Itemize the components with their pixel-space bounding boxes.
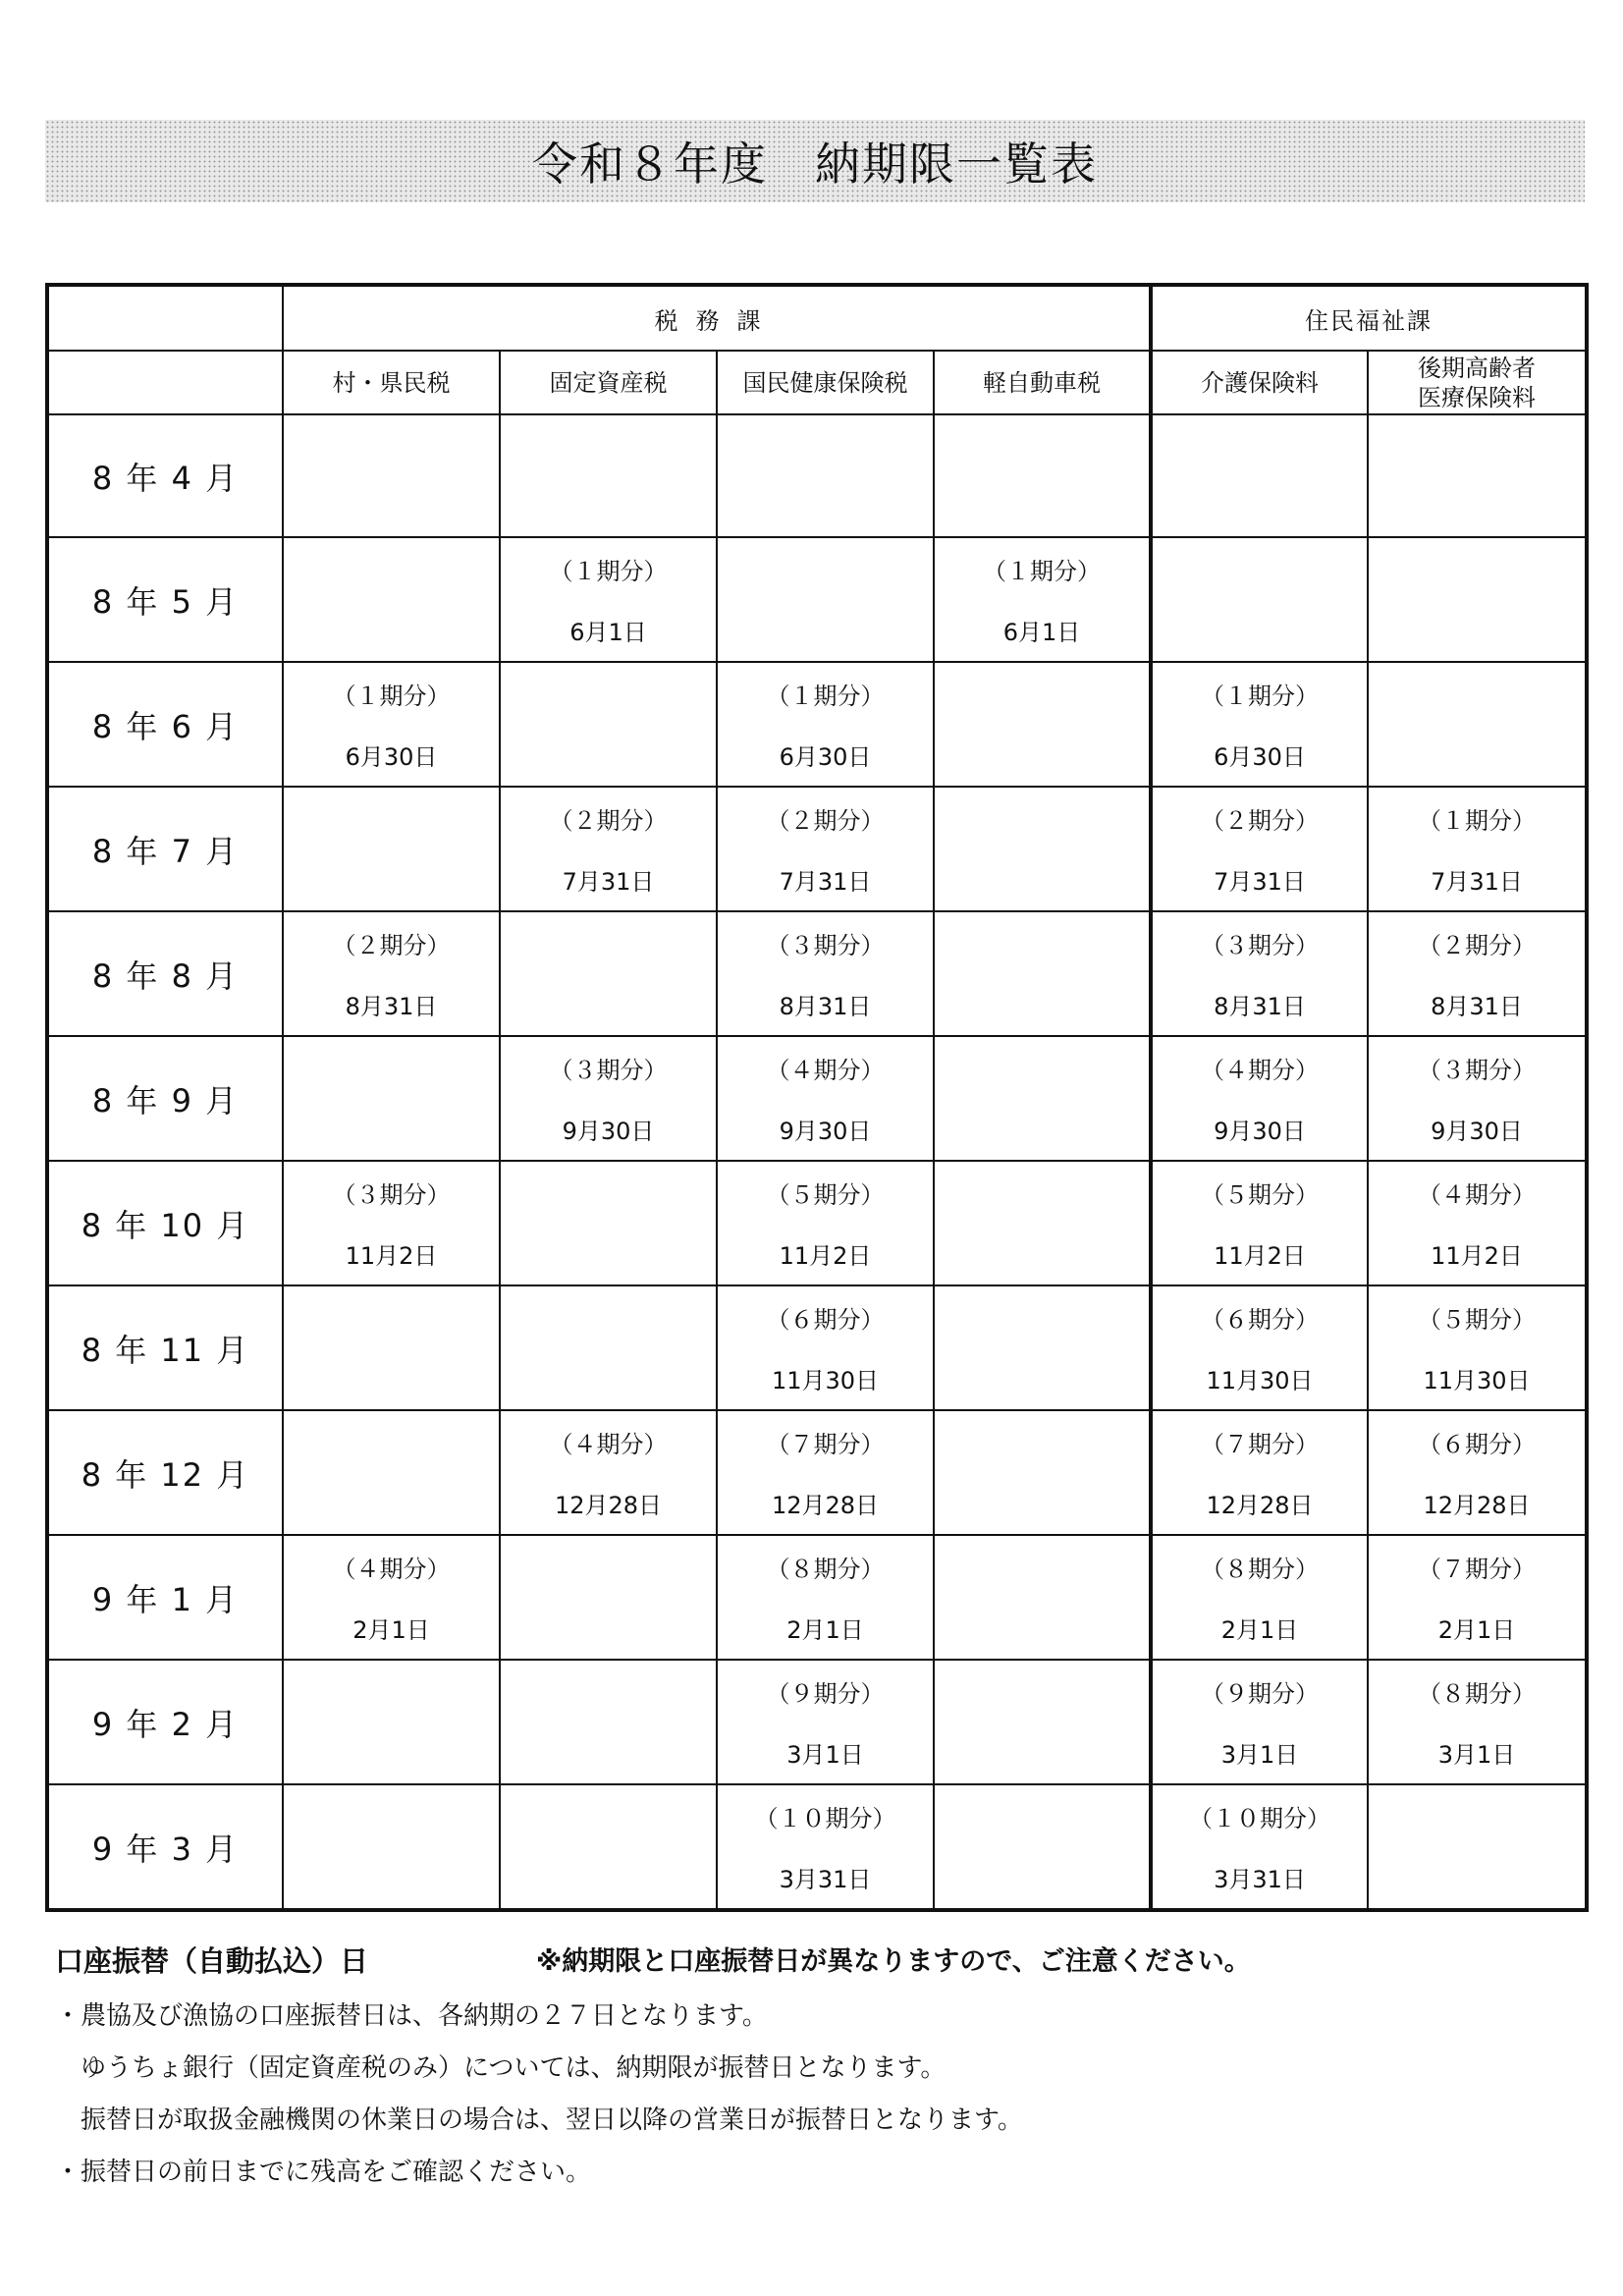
cell-light-vehicle-tax (934, 1161, 1151, 1285)
cell-light-vehicle-tax (934, 911, 1151, 1036)
period-label: （８期分） (766, 1555, 885, 1583)
table-row (47, 1784, 1587, 1910)
period-label: （９期分） (766, 1679, 885, 1708)
cell-light-vehicle-tax (934, 414, 1151, 537)
cell-resident-tax (283, 911, 500, 1036)
cell-health-insurance-tax (717, 1036, 934, 1161)
cell-light-vehicle-tax (934, 1036, 1151, 1161)
period-label: （８期分） (1418, 1679, 1536, 1708)
cell-resident-tax (283, 1161, 500, 1285)
cell-health-insurance-tax (717, 1410, 934, 1535)
period-label: （６期分） (766, 1305, 885, 1334)
cell-health-insurance-tax (717, 1535, 934, 1660)
table-row (47, 1535, 1587, 1660)
due-date: 3月31日 (1214, 1866, 1306, 1894)
cell-elderly-medical-insurance (1368, 1036, 1587, 1161)
table-row (47, 1161, 1587, 1285)
month-cell: 8 年 4 月 (47, 414, 283, 537)
table-row (47, 1410, 1587, 1535)
period-label: （７期分） (1201, 1430, 1319, 1458)
schedule-body (47, 414, 1587, 1910)
table-row (47, 1036, 1587, 1161)
due-date: 9月30日 (1214, 1118, 1306, 1146)
month-cell: 8 年 5 月 (47, 537, 283, 662)
table-row (47, 1285, 1587, 1410)
cell-light-vehicle-tax (934, 1535, 1151, 1660)
note-line-4: ・振替日の前日までに残高をご確認ください。 (55, 2158, 592, 2187)
cell-care-insurance (1151, 1036, 1368, 1161)
period-label: （１期分） (1201, 682, 1319, 710)
month-cell: 8 年 12 月 (47, 1410, 283, 1535)
due-date: 11月2日 (779, 1242, 872, 1271)
col-header-property-tax: 固定資産税 (500, 351, 717, 414)
month-cell: 8 年 11 月 (47, 1285, 283, 1410)
period-label: （３期分） (1418, 1056, 1536, 1084)
cell-property-tax (500, 1535, 717, 1660)
period-label: （４期分） (766, 1056, 885, 1084)
schedule-table (45, 283, 1589, 1912)
cell-light-vehicle-tax (934, 537, 1151, 662)
cell-elderly-medical-insurance (1368, 1660, 1587, 1784)
period-label: （２期分） (1418, 931, 1536, 959)
cell-care-insurance (1151, 1784, 1368, 1910)
period-label: （４期分） (332, 1555, 451, 1583)
period-label: （９期分） (1201, 1679, 1319, 1708)
notes-heading: 口座振替（自動払込）日 (55, 1944, 369, 1978)
dept-header-welfare: 住民福祉課 (1151, 285, 1587, 351)
period-label: （１０期分） (754, 1804, 896, 1832)
cell-elderly-medical-insurance (1368, 1410, 1587, 1535)
period-label: （３期分） (766, 931, 885, 959)
cell-care-insurance (1151, 662, 1368, 787)
period-label: （４期分） (1418, 1180, 1536, 1209)
cell-elderly-medical-insurance (1368, 662, 1587, 787)
cell-resident-tax (283, 1784, 500, 1910)
cell-health-insurance-tax (717, 414, 934, 537)
page-title: 令和８年度 納期限一覧表 (532, 137, 1098, 191)
cell-health-insurance-tax (717, 1285, 934, 1410)
due-date: 11月30日 (1423, 1367, 1531, 1395)
table-row (47, 1660, 1587, 1784)
cell-resident-tax (283, 1285, 500, 1410)
cell-light-vehicle-tax (934, 1285, 1151, 1410)
due-date: 8月31日 (1214, 993, 1306, 1021)
cell-resident-tax (283, 1036, 500, 1161)
period-label: （２期分） (549, 806, 668, 835)
cell-resident-tax (283, 1660, 500, 1784)
cell-resident-tax (283, 414, 500, 537)
period-label: （１期分） (1418, 806, 1536, 835)
due-date: 11月2日 (345, 1242, 438, 1271)
cell-property-tax (500, 1410, 717, 1535)
due-date: 11月30日 (1206, 1367, 1314, 1395)
due-date: 9月30日 (779, 1118, 872, 1146)
cell-resident-tax (283, 1535, 500, 1660)
cell-care-insurance (1151, 414, 1368, 537)
table-row (47, 662, 1587, 787)
cell-care-insurance (1151, 1660, 1368, 1784)
col-header-elderly-medical-insurance: 後期高齢者 医療保険料 (1368, 351, 1587, 414)
cell-health-insurance-tax (717, 1660, 934, 1784)
month-cell: 9 年 2 月 (47, 1660, 283, 1784)
due-date: 6月30日 (779, 743, 872, 772)
due-date: 7月31日 (779, 868, 872, 897)
cell-resident-tax (283, 537, 500, 662)
notes-section (55, 1940, 1577, 2188)
header-row-departments (47, 285, 1587, 351)
cell-care-insurance (1151, 1535, 1368, 1660)
table-row (47, 414, 1587, 537)
due-date: 11月2日 (1214, 1242, 1306, 1271)
due-date: 7月31日 (1214, 868, 1306, 897)
cell-property-tax (500, 1161, 717, 1285)
table-row (47, 787, 1587, 911)
cell-health-insurance-tax (717, 911, 934, 1036)
cell-property-tax (500, 1660, 717, 1784)
period-label: （８期分） (1201, 1555, 1319, 1583)
period-label: （３期分） (332, 1180, 451, 1209)
cell-health-insurance-tax (717, 662, 934, 787)
cell-elderly-medical-insurance (1368, 1285, 1587, 1410)
cell-light-vehicle-tax (934, 1410, 1151, 1535)
due-date: 9月30日 (1431, 1118, 1523, 1146)
due-date: 2月1日 (1220, 1616, 1299, 1645)
month-cell: 8 年 7 月 (47, 787, 283, 911)
period-label: （５期分） (1201, 1180, 1319, 1209)
cell-property-tax (500, 787, 717, 911)
due-date: 8月31日 (779, 993, 872, 1021)
due-date: 11月30日 (771, 1367, 880, 1395)
period-label: （２期分） (766, 806, 885, 835)
cell-health-insurance-tax (717, 1161, 934, 1285)
due-date: 3月1日 (1437, 1741, 1516, 1770)
period-label: （６期分） (1418, 1430, 1536, 1458)
period-label: （１０期分） (1189, 1804, 1330, 1832)
period-label: （１期分） (332, 682, 451, 710)
due-date: 6月30日 (1214, 743, 1306, 772)
cell-property-tax (500, 414, 717, 537)
due-date: 8月31日 (345, 993, 438, 1021)
due-date: 6月1日 (569, 619, 647, 647)
period-label: （７期分） (1418, 1555, 1536, 1583)
cell-elderly-medical-insurance (1368, 1535, 1587, 1660)
cell-light-vehicle-tax (934, 1660, 1151, 1784)
due-date: 3月31日 (779, 1866, 872, 1894)
cell-health-insurance-tax (717, 1784, 934, 1910)
due-date: 6月30日 (345, 743, 438, 772)
due-date: 6月1日 (1002, 619, 1081, 647)
due-date: 11月2日 (1431, 1242, 1523, 1271)
period-label: （４期分） (549, 1430, 668, 1458)
period-label: （４期分） (1201, 1056, 1319, 1084)
period-label: （７期分） (766, 1430, 885, 1458)
cell-light-vehicle-tax (934, 787, 1151, 911)
due-date: 3月1日 (786, 1741, 864, 1770)
header-corner-2 (47, 351, 283, 414)
due-date: 12月28日 (1423, 1492, 1531, 1520)
month-cell: 8 年 10 月 (47, 1161, 283, 1285)
col-header-care-insurance: 介護保険料 (1151, 351, 1368, 414)
cell-resident-tax (283, 787, 500, 911)
cell-property-tax (500, 1036, 717, 1161)
header-corner (47, 285, 283, 351)
due-date: 8月31日 (1431, 993, 1523, 1021)
col-header-light-vehicle-tax: 軽自動車税 (934, 351, 1151, 414)
period-label: （１期分） (549, 557, 668, 585)
period-label: （２期分） (332, 931, 451, 959)
period-label: （３期分） (549, 1056, 668, 1084)
header-row-columns (47, 351, 1587, 414)
period-label: （３期分） (1201, 931, 1319, 959)
due-date: 9月30日 (562, 1118, 655, 1146)
notes-warning: ※納期限と口座振替日が異なりますので、ご注意ください。 (536, 1946, 1251, 1977)
cell-light-vehicle-tax (934, 662, 1151, 787)
month-cell: 8 年 9 月 (47, 1036, 283, 1161)
cell-property-tax (500, 662, 717, 787)
cell-resident-tax (283, 662, 500, 787)
cell-property-tax (500, 537, 717, 662)
cell-light-vehicle-tax (934, 1784, 1151, 1910)
month-cell: 9 年 1 月 (47, 1535, 283, 1660)
cell-property-tax (500, 911, 717, 1036)
period-label: （１期分） (766, 682, 885, 710)
cell-elderly-medical-insurance (1368, 787, 1587, 911)
cell-elderly-medical-insurance (1368, 414, 1587, 537)
note-line-2: ゆうちょ銀行（固定資産税のみ）については、納期限が振替日となります。 (81, 2053, 947, 2083)
cell-elderly-medical-insurance (1368, 1784, 1587, 1910)
table-row (47, 537, 1587, 662)
due-date: 2月1日 (352, 1616, 430, 1645)
col-header-health-insurance-tax: 国民健康保険税 (717, 351, 934, 414)
cell-elderly-medical-insurance (1368, 1161, 1587, 1285)
note-line-3: 振替日が取扱金融機関の休業日の場合は、翌日以降の営業日が振替日となります。 (81, 2105, 1023, 2135)
month-cell: 8 年 8 月 (47, 911, 283, 1036)
period-label: （１期分） (983, 557, 1101, 585)
due-date: 2月1日 (786, 1616, 864, 1645)
due-date: 12月28日 (771, 1492, 880, 1520)
title-band (45, 120, 1585, 202)
period-label: （５期分） (1418, 1305, 1536, 1334)
period-label: （６期分） (1201, 1305, 1319, 1334)
col-header-resident-tax: 村・県民税 (283, 351, 500, 414)
due-date: 7月31日 (1431, 868, 1523, 897)
cell-resident-tax (283, 1410, 500, 1535)
cell-care-insurance (1151, 1161, 1368, 1285)
dept-header-tax: 税務課 (283, 285, 1151, 351)
due-date: 12月28日 (1206, 1492, 1314, 1520)
cell-health-insurance-tax (717, 787, 934, 911)
cell-care-insurance (1151, 911, 1368, 1036)
table-row (47, 911, 1587, 1036)
cell-care-insurance (1151, 537, 1368, 662)
cell-care-insurance (1151, 1285, 1368, 1410)
cell-property-tax (500, 1784, 717, 1910)
cell-care-insurance (1151, 787, 1368, 911)
month-cell: 8 年 6 月 (47, 662, 283, 787)
cell-health-insurance-tax (717, 537, 934, 662)
period-label: （２期分） (1201, 806, 1319, 835)
cell-elderly-medical-insurance (1368, 911, 1587, 1036)
cell-elderly-medical-insurance (1368, 537, 1587, 662)
cell-property-tax (500, 1285, 717, 1410)
due-date: 7月31日 (562, 868, 655, 897)
cell-care-insurance (1151, 1410, 1368, 1535)
period-label: （５期分） (766, 1180, 885, 1209)
due-date: 2月1日 (1437, 1616, 1516, 1645)
due-date: 3月1日 (1220, 1741, 1299, 1770)
due-date: 12月28日 (554, 1492, 663, 1520)
note-line-1: ・農協及び漁協の口座振替日は、各納期の２７日となります。 (55, 2001, 768, 2031)
month-cell: 9 年 3 月 (47, 1784, 283, 1910)
